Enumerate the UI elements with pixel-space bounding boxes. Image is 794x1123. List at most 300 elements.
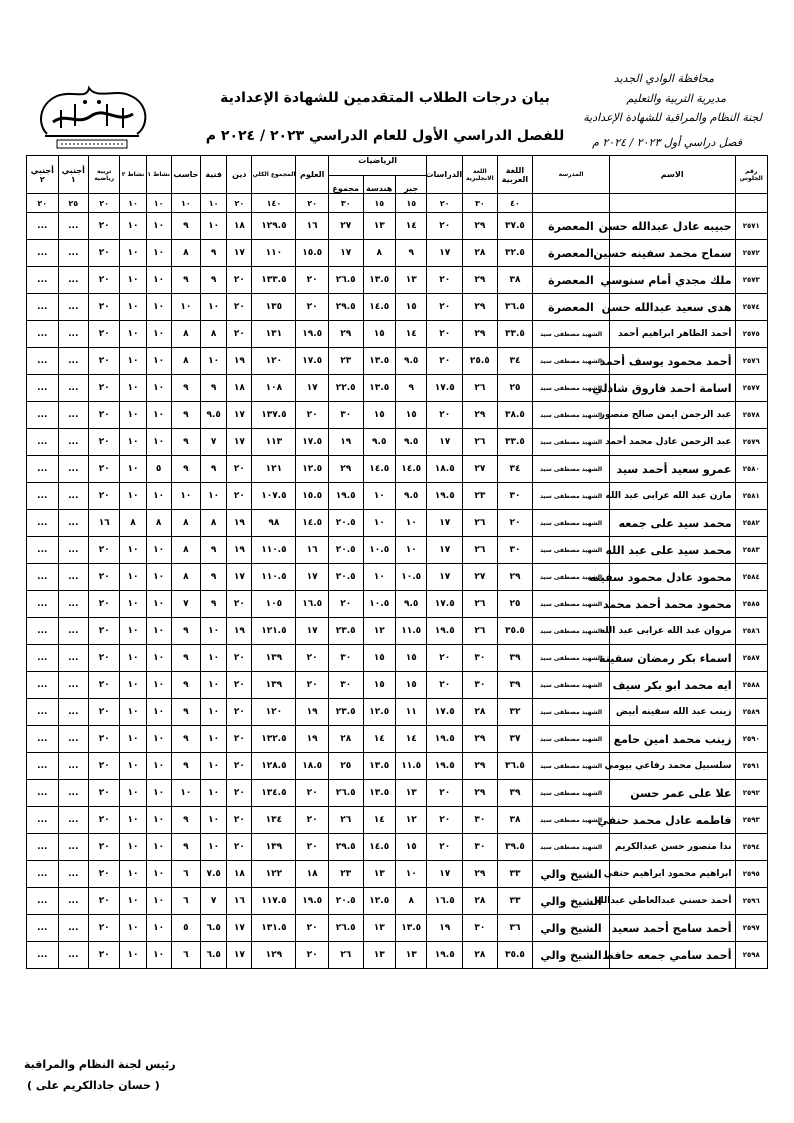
math-total-grade: ٢٠.٥	[328, 510, 363, 537]
activity2-grade: ١٠	[120, 645, 146, 672]
sports-grade: ١٦	[88, 510, 119, 537]
table-row	[27, 267, 768, 294]
total-grade: ١٣٩	[252, 672, 296, 699]
geometry-grade: ١٠.٥	[363, 537, 395, 564]
algebra-grade: ١٥	[396, 294, 427, 321]
table-row	[27, 537, 768, 564]
max-mark-cell: ١٠	[120, 194, 146, 213]
science-grade: ٢٠	[296, 942, 328, 969]
algebra-grade: ١٣	[396, 780, 427, 807]
sports-grade: ٢٠	[88, 861, 119, 888]
religion-grade: ١٩	[227, 348, 252, 375]
foreign2-grade: ...	[27, 321, 59, 348]
seat-number: ٢٥٨٥	[735, 591, 767, 618]
student-name: زينب محمد امين حامع	[609, 726, 735, 753]
religion-grade: ١٩	[227, 510, 252, 537]
arabic-grade: ٣٣.٥	[497, 429, 533, 456]
seat-number: ٢٥٧٦	[735, 348, 767, 375]
foreign2-grade: ...	[27, 375, 59, 402]
max-mark-cell: ١٠	[201, 194, 227, 213]
total-grade: ١٣٢.٥	[252, 726, 296, 753]
algebra-grade: ١٥	[396, 672, 427, 699]
geometry-grade: ١٤.٥	[363, 456, 395, 483]
activity2-grade: ١٠	[120, 618, 146, 645]
art-grade: ٦.٥	[201, 942, 227, 969]
student-name: حبيبه عادل عبدالله حسن	[609, 213, 735, 240]
total-grade: ١٠٥	[252, 591, 296, 618]
algebra-grade: ١٥	[396, 834, 427, 861]
total-grade: ١٢٠	[252, 348, 296, 375]
foreign2-grade: ...	[27, 510, 59, 537]
algebra-grade: ١١	[396, 699, 427, 726]
religion-grade: ٢٠	[227, 672, 252, 699]
school-name: المعصرة	[533, 213, 610, 240]
student-name: ابراهيم محمود ابراهيم حنفي	[609, 861, 735, 888]
arabic-grade: ٣٠	[497, 483, 533, 510]
header-studies: الدراسات	[427, 156, 463, 194]
header-arabic: اللغة العربية	[497, 156, 533, 194]
art-grade: ١٠	[201, 348, 227, 375]
total-grade: ١١٠.٥	[252, 537, 296, 564]
header-religion: دين	[227, 156, 252, 194]
activity1-grade: ١٠	[146, 942, 171, 969]
header-computer: حاسب	[171, 156, 200, 194]
seat-number: ٢٥٧٣	[735, 267, 767, 294]
computer-grade: ١٠	[171, 483, 200, 510]
sports-grade: ٢٠	[88, 753, 119, 780]
geometry-grade: ١٤	[363, 726, 395, 753]
activity2-grade: ٨	[120, 510, 146, 537]
math-total-grade: ٢٣.٥	[328, 618, 363, 645]
art-grade: ٩	[201, 267, 227, 294]
header-geometry: هندسة	[363, 176, 395, 194]
math-total-grade: ٢٣	[328, 348, 363, 375]
geometry-grade: ١٣	[363, 213, 395, 240]
foreign2-grade: ...	[27, 564, 59, 591]
religion-grade: ١٧	[227, 564, 252, 591]
activity2-grade: ١٠	[120, 240, 146, 267]
max-mark-cell: ١٥	[363, 194, 395, 213]
algebra-grade: ١٤.٥	[396, 456, 427, 483]
certificate-logo	[27, 82, 157, 154]
student-name: محمد سيد على جمعه	[609, 510, 735, 537]
arabic-grade: ٣٢.٥	[497, 240, 533, 267]
grades-table	[26, 155, 768, 969]
sports-grade: ٢٠	[88, 240, 119, 267]
religion-grade: ٢٠	[227, 726, 252, 753]
science-grade: ٢٠	[296, 402, 328, 429]
school-name: المعصرة	[533, 294, 610, 321]
activity2-grade: ١٠	[120, 591, 146, 618]
max-mark-cell: ٢٥	[58, 194, 88, 213]
max-mark-cell: ٢٠	[88, 194, 119, 213]
seat-number: ٢٥٩٧	[735, 915, 767, 942]
seat-number: ٢٥٧٩	[735, 429, 767, 456]
sports-grade: ٢٠	[88, 618, 119, 645]
studies-grade: ٢٠	[427, 834, 463, 861]
activity2-grade: ١٠	[120, 213, 146, 240]
activity1-grade: ١٠	[146, 294, 171, 321]
header-math-total: مجموع	[328, 176, 363, 194]
english-grade: ٢٦	[463, 537, 498, 564]
sports-grade: ٢٠	[88, 429, 119, 456]
school-name: الشهيد مصطفى سيد	[533, 699, 610, 726]
algebra-grade: ٩.٥	[396, 591, 427, 618]
arabic-grade: ٣٨	[497, 267, 533, 294]
art-grade: ١٠	[201, 618, 227, 645]
math-total-grade: ٢٠.٥	[328, 564, 363, 591]
math-total-grade: ٣٠	[328, 645, 363, 672]
science-grade: ١٩.٥	[296, 321, 328, 348]
science-grade: ٢٠	[296, 834, 328, 861]
header-foreign1: أجنبي ١	[58, 156, 88, 194]
science-grade: ١٥.٥	[296, 483, 328, 510]
english-grade: ٢٩	[463, 294, 498, 321]
school-name: المعصرة	[533, 267, 610, 294]
sports-grade: ٢٠	[88, 402, 119, 429]
religion-grade: ١٨	[227, 861, 252, 888]
activity2-grade: ١٠	[120, 807, 146, 834]
geometry-grade: ١٥	[363, 645, 395, 672]
algebra-grade: ٩	[396, 240, 427, 267]
seat-number: ٢٥٧٥	[735, 321, 767, 348]
header-algebra: جبر	[396, 176, 427, 194]
religion-grade: ٢٠	[227, 267, 252, 294]
science-grade: ١٩.٥	[296, 888, 328, 915]
seat-number: ٢٥٩٨	[735, 942, 767, 969]
arabic-grade: ٣٦	[497, 915, 533, 942]
geometry-grade: ١٥	[363, 321, 395, 348]
arabic-grade: ٣٩	[497, 672, 533, 699]
religion-grade: ١٩	[227, 618, 252, 645]
english-grade: ٣٠	[463, 915, 498, 942]
max-mark-cell: ٢٠	[296, 194, 328, 213]
algebra-grade: ١٢	[396, 807, 427, 834]
foreign1-grade: ...	[58, 375, 88, 402]
foreign1-grade: ...	[58, 267, 88, 294]
table-row	[27, 375, 768, 402]
algebra-grade: ١٤	[396, 321, 427, 348]
activity1-grade: ١٠	[146, 780, 171, 807]
studies-grade: ٢٠	[427, 213, 463, 240]
science-grade: ٢٠	[296, 294, 328, 321]
foreign1-grade: ...	[58, 321, 88, 348]
math-total-grade: ٢٢.٥	[328, 375, 363, 402]
seat-number: ٢٥٧٤	[735, 294, 767, 321]
sports-grade: ٢٠	[88, 294, 119, 321]
school-name: الشهيد مصطفى سيد	[533, 780, 610, 807]
geometry-grade: ١٠.٥	[363, 591, 395, 618]
foreign2-grade: ...	[27, 942, 59, 969]
max-mark-cell: ١٥	[396, 194, 427, 213]
seat-number: ٢٥٨٩	[735, 699, 767, 726]
english-grade: ٢٦	[463, 591, 498, 618]
school-name: الشهيد مصطفى سيد	[533, 456, 610, 483]
arabic-grade: ٣٧	[497, 726, 533, 753]
school-name: الشهيد مصطفى سيد	[533, 645, 610, 672]
seat-number: ٢٥٩٣	[735, 807, 767, 834]
geometry-grade: ١٣	[363, 915, 395, 942]
foreign2-grade: ...	[27, 483, 59, 510]
seat-number: ٢٥٨٣	[735, 537, 767, 564]
studies-grade: ٢٠	[427, 807, 463, 834]
science-grade: ٢٠	[296, 915, 328, 942]
science-grade: ٢٠	[296, 780, 328, 807]
studies-grade: ١٧.٥	[427, 591, 463, 618]
seat-number: ٢٥٧٨	[735, 402, 767, 429]
algebra-grade: ٩.٥	[396, 348, 427, 375]
student-name: فاطمه عادل محمد حنفي	[609, 807, 735, 834]
activity2-grade: ١٠	[120, 888, 146, 915]
student-name: ندا منصور حسن عبدالكريم	[609, 834, 735, 861]
english-grade: ٢٧	[463, 564, 498, 591]
student-name: أحمد حسني عبدالعاطي عبدالله	[609, 888, 735, 915]
activity1-grade: ١٠	[146, 753, 171, 780]
seat-number: ٢٥٨٠	[735, 456, 767, 483]
header-name: الاسم	[609, 156, 735, 194]
algebra-grade: ١٥	[396, 402, 427, 429]
foreign1-grade: ...	[58, 240, 88, 267]
art-grade: ٧	[201, 888, 227, 915]
student-name: عبد الرحمن ايمن صالح منصور	[609, 402, 735, 429]
foreign1-grade: ...	[58, 618, 88, 645]
header-art: فنية	[201, 156, 227, 194]
english-grade: ٢٨	[463, 888, 498, 915]
sports-grade: ٢٠	[88, 834, 119, 861]
foreign1-grade: ...	[58, 537, 88, 564]
table-row	[27, 348, 768, 375]
activity2-grade: ١٠	[120, 942, 146, 969]
activity2-grade: ١٠	[120, 429, 146, 456]
total-grade: ١٣٥	[252, 294, 296, 321]
max-mark-cell: ٣٠	[463, 194, 498, 213]
arabic-grade: ٣٩	[497, 645, 533, 672]
science-grade: ١٨	[296, 861, 328, 888]
religion-grade: ٢٠	[227, 753, 252, 780]
religion-grade: ١٩	[227, 537, 252, 564]
school-name: الشهيد مصطفى سيد	[533, 483, 610, 510]
activity1-grade: ١٠	[146, 861, 171, 888]
seat-number: ٢٥٧٢	[735, 240, 767, 267]
art-grade: ٧	[201, 429, 227, 456]
activity2-grade: ١٠	[120, 483, 146, 510]
studies-grade: ١٧.٥	[427, 699, 463, 726]
foreign2-grade: ...	[27, 294, 59, 321]
seat-number: ٢٥٩٥	[735, 861, 767, 888]
student-name: أحمد محمود يوسف أحمد	[609, 348, 735, 375]
sports-grade: ٢٠	[88, 888, 119, 915]
foreign1-grade: ...	[58, 402, 88, 429]
math-total-grade: ٢٦	[328, 807, 363, 834]
foreign2-grade: ...	[27, 645, 59, 672]
table-row	[27, 456, 768, 483]
foreign2-grade: ...	[27, 240, 59, 267]
header-total: المجموع الكلي	[252, 156, 296, 194]
max-mark-cell: ١٤٠	[252, 194, 296, 213]
studies-grade: ١٨.٥	[427, 456, 463, 483]
studies-grade: ٢٠	[427, 348, 463, 375]
activity2-grade: ١٠	[120, 753, 146, 780]
table-row	[27, 888, 768, 915]
activity2-grade: ١٠	[120, 672, 146, 699]
activity2-grade: ١٠	[120, 861, 146, 888]
school-name: الشهيد مصطفى سيد	[533, 375, 610, 402]
sports-grade: ٢٠	[88, 456, 119, 483]
signature-title: رئيس لجنة النظام والمراقبة	[24, 1058, 176, 1071]
max-empty	[533, 194, 610, 213]
foreign2-grade: ...	[27, 861, 59, 888]
total-grade: ١٠٧.٥	[252, 483, 296, 510]
computer-grade: ٨	[171, 510, 200, 537]
geometry-grade: ٨	[363, 240, 395, 267]
studies-grade: ١٩.٥	[427, 618, 463, 645]
activity2-grade: ١٠	[120, 402, 146, 429]
student-name: علا على عمر حسن	[609, 780, 735, 807]
algebra-grade: ١٠	[396, 510, 427, 537]
sports-grade: ٢٠	[88, 780, 119, 807]
arabic-grade: ٣٠	[497, 537, 533, 564]
seat-number: ٢٥٧٧	[735, 375, 767, 402]
table-row	[27, 942, 768, 969]
religion-grade: ١٨	[227, 213, 252, 240]
foreign1-grade: ...	[58, 699, 88, 726]
religion-grade: ٢٠	[227, 456, 252, 483]
header-school: المدرسة	[533, 156, 610, 194]
sports-grade: ٢٠	[88, 564, 119, 591]
studies-grade: ٢٠	[427, 402, 463, 429]
studies-grade: ١٩.٥	[427, 753, 463, 780]
activity2-grade: ١٠	[120, 294, 146, 321]
header-science: العلوم	[296, 156, 328, 194]
algebra-grade: ١٥	[396, 645, 427, 672]
geometry-grade: ١٣	[363, 942, 395, 969]
geometry-grade: ١٤.٥	[363, 834, 395, 861]
activity1-grade: ١٠	[146, 348, 171, 375]
studies-grade: ١٧	[427, 861, 463, 888]
english-grade: ٢٩	[463, 267, 498, 294]
algebra-grade: ١١.٥	[396, 618, 427, 645]
directorate-label: مديرية التربية والتعليم	[626, 92, 726, 105]
foreign2-grade: ...	[27, 915, 59, 942]
foreign2-grade: ...	[27, 537, 59, 564]
total-grade: ١٣١	[252, 321, 296, 348]
sports-grade: ٢٠	[88, 348, 119, 375]
sports-grade: ٢٠	[88, 645, 119, 672]
geometry-grade: ١٠	[363, 510, 395, 537]
activity1-grade: ١٠	[146, 483, 171, 510]
computer-grade: ٦	[171, 888, 200, 915]
header-english: اللغة الانجليزية	[463, 156, 498, 194]
total-grade: ١٣٤.٥	[252, 780, 296, 807]
computer-grade: ٩	[171, 375, 200, 402]
computer-grade: ٧	[171, 591, 200, 618]
arabic-grade: ٣٢	[497, 699, 533, 726]
algebra-grade: ٩.٥	[396, 483, 427, 510]
art-grade: ١٠	[201, 294, 227, 321]
foreign1-grade: ...	[58, 591, 88, 618]
seat-number: ٢٥٨٧	[735, 645, 767, 672]
computer-grade: ٩	[171, 807, 200, 834]
computer-grade: ٩	[171, 429, 200, 456]
religion-grade: ١٦	[227, 888, 252, 915]
religion-grade: ٢٠	[227, 591, 252, 618]
english-grade: ٢٩	[463, 726, 498, 753]
computer-grade: ٨	[171, 240, 200, 267]
english-grade: ٢٦	[463, 429, 498, 456]
total-grade: ١٠٨	[252, 375, 296, 402]
art-grade: ٨	[201, 321, 227, 348]
activity1-grade: ١٠	[146, 402, 171, 429]
religion-grade: ١٧	[227, 402, 252, 429]
foreign1-grade: ...	[58, 510, 88, 537]
studies-grade: ١٧	[427, 510, 463, 537]
foreign2-grade: ...	[27, 402, 59, 429]
student-name: عبد الرحمن عادل محمد أحمد	[609, 429, 735, 456]
total-grade: ١٣١.٥	[252, 915, 296, 942]
table-row	[27, 699, 768, 726]
art-grade: ٧.٥	[201, 861, 227, 888]
seat-number: ٢٥٨٤	[735, 564, 767, 591]
max-mark-cell: ٤٠	[497, 194, 533, 213]
algebra-grade: ١٣.٥	[396, 915, 427, 942]
english-grade: ٢٩	[463, 402, 498, 429]
english-grade: ٢٧	[463, 456, 498, 483]
geometry-grade: ١٣.٥	[363, 753, 395, 780]
art-grade: ١٠	[201, 834, 227, 861]
science-grade: ٢٠	[296, 645, 328, 672]
student-name: زينب عبد الله سفينه أبيض	[609, 699, 735, 726]
studies-grade: ١٧	[427, 564, 463, 591]
studies-grade: ٢٠	[427, 645, 463, 672]
computer-grade: ١٠	[171, 294, 200, 321]
foreign1-grade: ...	[58, 915, 88, 942]
school-name: الشهيد مصطفى سيد	[533, 564, 610, 591]
foreign1-grade: ...	[58, 780, 88, 807]
table-row	[27, 780, 768, 807]
computer-grade: ٩	[171, 402, 200, 429]
sports-grade: ٢٠	[88, 321, 119, 348]
english-grade: ٢٦	[463, 618, 498, 645]
activity1-grade: ١٠	[146, 834, 171, 861]
total-grade: ١١٣	[252, 429, 296, 456]
total-grade: ١٣٣.٥	[252, 267, 296, 294]
science-grade: ١٥.٥	[296, 240, 328, 267]
seat-number: ٢٥٨٨	[735, 672, 767, 699]
english-grade: ٢٦	[463, 510, 498, 537]
max-mark-cell: ٣٠	[328, 194, 363, 213]
table-row	[27, 294, 768, 321]
school-name: الشيخ والي	[533, 942, 610, 969]
algebra-grade: ٩.٥	[396, 429, 427, 456]
student-name: مازن عبد الله عرابى عبد الله	[609, 483, 735, 510]
school-name: المعصرة	[533, 240, 610, 267]
art-grade: ١٠	[201, 753, 227, 780]
studies-grade: ١٩.٥	[427, 942, 463, 969]
science-grade: ١٩	[296, 726, 328, 753]
student-name: محمود محمد أحمد محمد	[609, 591, 735, 618]
foreign1-grade: ...	[58, 861, 88, 888]
arabic-grade: ٣٩	[497, 780, 533, 807]
arabic-grade: ٣٣.٥	[497, 321, 533, 348]
total-grade: ١٢٨.٥	[252, 753, 296, 780]
studies-grade: ١٧	[427, 429, 463, 456]
foreign2-grade: ...	[27, 834, 59, 861]
science-grade: ١٢.٥	[296, 456, 328, 483]
science-grade: ١٧.٥	[296, 348, 328, 375]
table-row	[27, 672, 768, 699]
studies-grade: ٢٠	[427, 321, 463, 348]
english-grade: ٣٠	[463, 645, 498, 672]
